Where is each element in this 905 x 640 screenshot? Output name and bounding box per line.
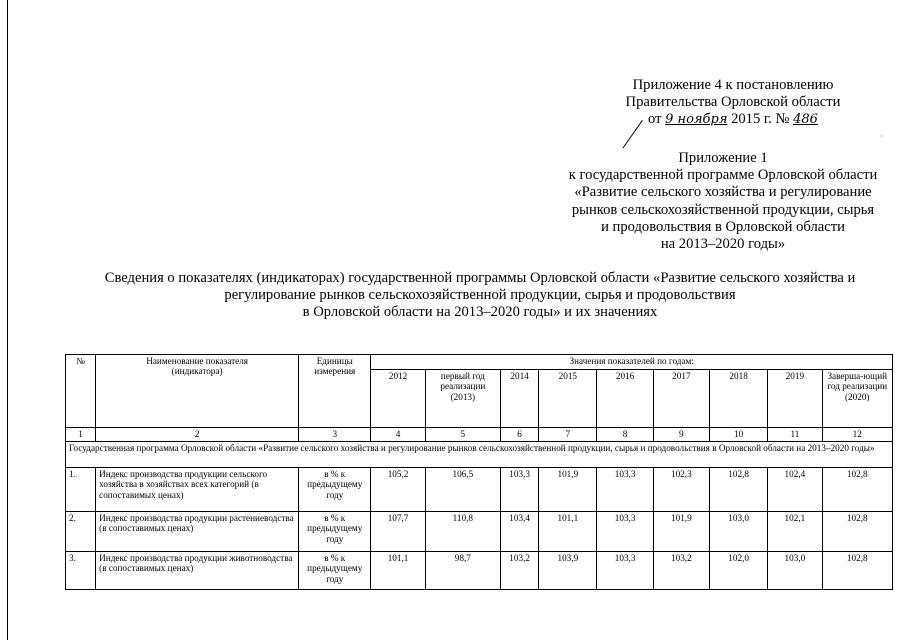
table-row — [66, 468, 893, 512]
value-cell: 103,9 — [539, 552, 597, 590]
title-line-3: в Орловской области на 2013–2020 годы» и их значениях — [302, 304, 658, 321]
indicator-name: Индекс производства продукции растениеводства (в сопоставимых ценах) — [96, 512, 299, 552]
value-cell: 102,8 — [822, 468, 893, 512]
value-cell: 103,3 — [501, 468, 539, 512]
header-year: 2015 — [539, 370, 597, 428]
appendix-line-6: на 2013–2020 годы» — [660, 236, 786, 253]
value-cell: 103,3 — [597, 512, 653, 552]
value-cell: 103,3 — [597, 552, 653, 590]
header-year: 2017 — [653, 370, 709, 428]
header-no: № — [66, 355, 96, 428]
value-cell: 101,9 — [653, 512, 709, 552]
value-cell: 102,8 — [822, 512, 893, 552]
column-number-row — [66, 428, 893, 442]
header-year: 2012 — [371, 370, 425, 428]
column-number: 6 — [501, 428, 539, 442]
appendix-line-2: к государственной программе Орловской области — [568, 167, 878, 184]
value-cell: 102,4 — [768, 468, 822, 512]
appendix-header — [555, 150, 891, 253]
column-number: 11 — [768, 428, 822, 442]
resolution-stamp — [598, 77, 868, 128]
value-cell: 102,8 — [709, 468, 767, 512]
value-cell: 103,2 — [501, 552, 539, 590]
header-name — [96, 355, 299, 428]
column-number: 3 — [299, 428, 371, 442]
program-row: Государственная программа Орловской области «Развитие сельского хозяйства и регулирование рынков сельскохозяйственной продукции, сырья и продовольствия в Орловской области на 2013–2020 годы» — [66, 442, 893, 468]
handwritten-number: 486 — [793, 112, 818, 127]
table-row — [66, 552, 893, 590]
column-number: 8 — [597, 428, 653, 442]
value-cell: 102,3 — [653, 468, 709, 512]
appendix-line-1: Приложение 1 — [678, 150, 768, 166]
value-cell: 101,9 — [539, 468, 597, 512]
column-number: 2 — [96, 428, 299, 442]
stamp-line-1: Приложение 4 к постановлению — [632, 77, 834, 93]
value-cell: 103,0 — [768, 552, 822, 590]
column-number: 12 — [822, 428, 893, 442]
header-year: 2016 — [597, 370, 653, 428]
value-cell: 101,1 — [539, 512, 597, 552]
value-cell: 103,2 — [653, 552, 709, 590]
header-year: 2019 — [768, 370, 822, 428]
value-cell: 102,0 — [709, 552, 767, 590]
value-cell: 103,4 — [501, 512, 539, 552]
header-name-line-1: Наименование показателя — [146, 356, 249, 366]
unit-of-measure: в % к предыдущему году — [299, 552, 371, 590]
header-name-line-2: (индикатора) — [171, 366, 223, 377]
table-row — [66, 512, 893, 552]
value-cell: 103,0 — [709, 512, 767, 552]
column-number: 7 — [539, 428, 597, 442]
header-units-line-2: измерения — [314, 366, 356, 377]
column-number: 4 — [371, 428, 425, 442]
stamp-prefix: от — [648, 111, 662, 127]
appendix-line-5: и продовольствия в Орловской области — [601, 218, 845, 235]
header-year: 2018 — [709, 370, 767, 428]
header-year: первый год реализации (2013) — [425, 370, 500, 428]
header-units — [299, 355, 371, 428]
header-values: Значения показателей по годам: — [371, 355, 893, 370]
header-units-line-1: Единицы — [316, 356, 353, 366]
handwritten-date: 9 ноября — [665, 112, 728, 127]
indicators-table — [65, 354, 893, 590]
stamp-year: 2015 г. № — [731, 111, 790, 127]
column-number: 1 — [66, 428, 96, 442]
column-number: 9 — [653, 428, 709, 442]
document-title — [60, 270, 900, 322]
value-cell: 102,8 — [822, 552, 893, 590]
unit-of-measure: в % к предыдущему году — [299, 512, 371, 552]
scan-speck: · — [880, 132, 883, 141]
stamp-line-2: Правительства Орловской области — [625, 94, 841, 110]
row-number: 2. — [66, 512, 96, 552]
column-number: 10 — [709, 428, 767, 442]
appendix-line-4: рынков сельскохозяйственной продукции, сырья — [571, 201, 875, 218]
page-edge-line — [7, 0, 8, 640]
column-number: 5 — [425, 428, 500, 442]
value-cell: 101,1 — [371, 552, 425, 590]
indicator-name: Индекс производства продукции сельского хозяйства в хозяйствах всех категорий (в сопоставимых ценах) — [96, 468, 299, 512]
appendix-line-3: «Развитие сельского хозяйства и регулирование — [574, 184, 872, 201]
value-cell: 98,7 — [425, 552, 500, 590]
indicator-name: Индекс производства продукции животноводства (в сопоставимых ценах) — [96, 552, 299, 590]
header-year: 2014 — [501, 370, 539, 428]
title-line-2: регулирование рынков сельскохозяйственной продукции, сырья и продовольствия — [224, 287, 736, 304]
value-cell: 110,8 — [425, 512, 500, 552]
value-cell: 107,7 — [371, 512, 425, 552]
title-line-1: Сведения о показателях (индикаторах) государственной программы Орловской области «Развитие сельского хозяйства и — [104, 270, 856, 286]
header-year: Заверша-ющий год реализации (2020) — [822, 370, 893, 428]
row-number: 3. — [66, 552, 96, 590]
value-cell: 103,3 — [597, 468, 653, 512]
row-number: 1. — [66, 468, 96, 512]
value-cell: 105,2 — [371, 468, 425, 512]
value-cell: 106,5 — [425, 468, 500, 512]
unit-of-measure: в % к предыдущему году — [299, 468, 371, 512]
value-cell: 102,1 — [768, 512, 822, 552]
